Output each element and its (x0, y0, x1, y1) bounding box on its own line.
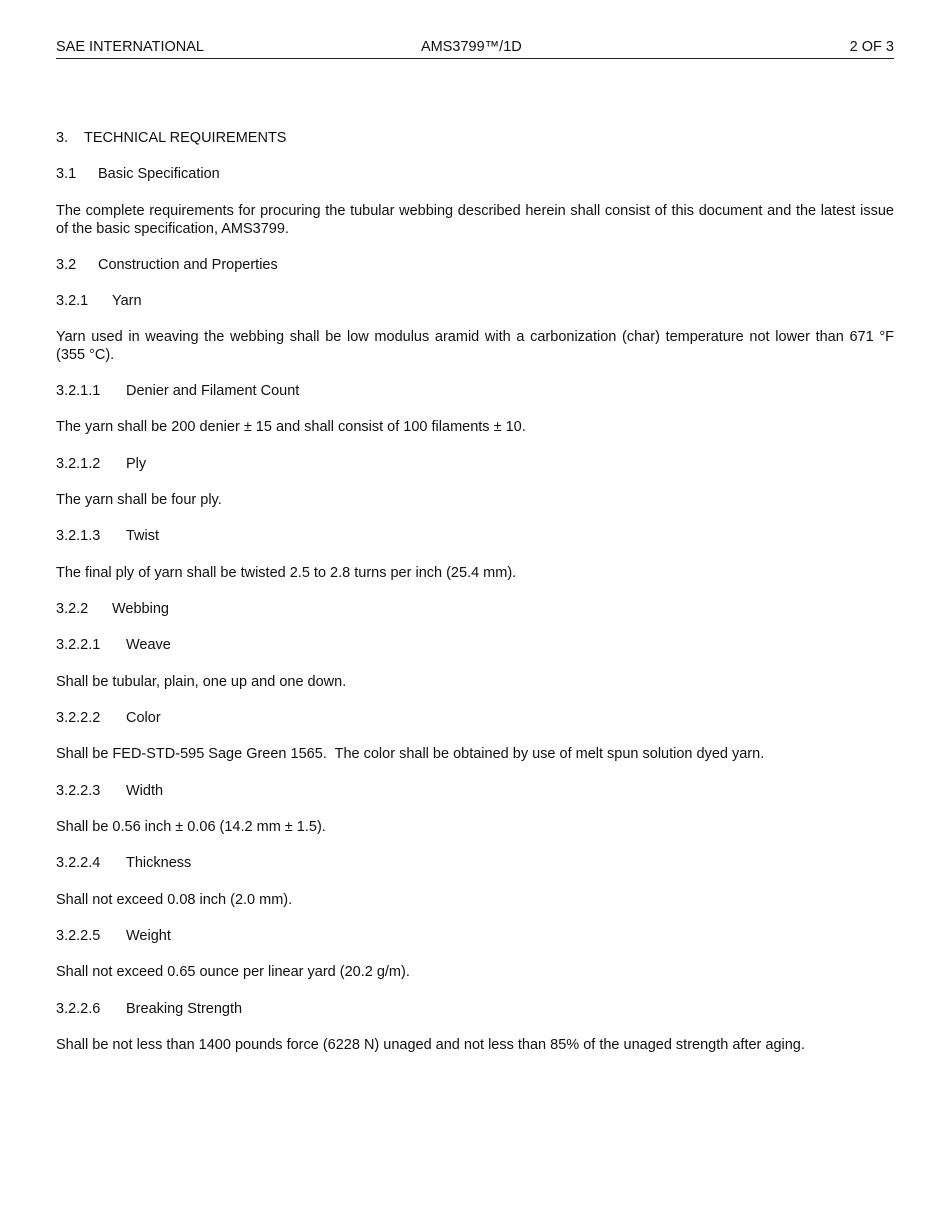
section-heading-3-2-1 (56, 292, 894, 310)
section-number: 3.2.1.2 (56, 456, 101, 472)
section-title: Ply (126, 456, 147, 472)
section-heading-3-2-2-2 (56, 709, 894, 727)
section-title: Denier and Filament Count (126, 383, 300, 399)
section-title: Weight (126, 928, 171, 944)
section-title: Color (126, 710, 161, 726)
section-heading-3-2-1-2 (56, 455, 894, 473)
section-heading-3-2 (56, 256, 894, 274)
section-number: 3.2.2.4 (56, 855, 101, 871)
section-title: Weave (126, 637, 171, 653)
section-number: 3.2.2.2 (56, 710, 101, 726)
header-page-number: 2 OF 3 (849, 39, 894, 55)
header-document-id: AMS3799™/1D (421, 39, 522, 55)
paragraph-3-2-1-2: The yarn shall be four ply. (56, 492, 222, 508)
paragraph-3-2-1: Yarn used in weaving the webbing shall be low modulus aramid with a carbonization (char) temperature not lower than 671 °F (355 °C). (56, 329, 894, 363)
section-heading-3 (56, 129, 894, 147)
paragraph-3-2-2-3: Shall be 0.56 inch ± 0.06 (14.2 mm ± 1.5). (56, 819, 326, 835)
section-number: 3.2.2.6 (56, 1001, 101, 1017)
section-number: 3.2.2.1 (56, 637, 101, 653)
section-title: Yarn (112, 293, 142, 309)
section-title: Thickness (126, 855, 192, 871)
section-number: 3.2.1.3 (56, 528, 101, 544)
section-heading-3-2-2-5 (56, 927, 894, 945)
section-number: 3.2.2 (56, 601, 89, 617)
section-number: 3.2 (56, 257, 77, 273)
section-number: 3.2.1 (56, 293, 89, 309)
paragraph-3-2-1-1: The yarn shall be 200 denier ± 15 and shall consist of 100 filaments ± 10. (56, 419, 526, 435)
section-heading-3-2-2-6 (56, 1000, 894, 1018)
paragraph-3-2-2-1: Shall be tubular, plain, one up and one down. (56, 674, 347, 690)
section-title: TECHNICAL REQUIREMENTS (84, 130, 287, 146)
paragraph-3-2-2-6: Shall be not less than 1400 pounds force (6228 N) unaged and not less than 85% of the unaged strength after aging. (56, 1037, 805, 1053)
section-title: Basic Specification (98, 166, 220, 182)
section-heading-3-1 (56, 165, 894, 183)
paragraph-3-2-2-5: Shall not exceed 0.65 ounce per linear yard (20.2 g/m). (56, 964, 410, 980)
paragraph-3-2-2-2: Shall be FED-STD-595 Sage Green 1565. The color shall be obtained by use of melt spun solution dyed yarn. (56, 746, 765, 762)
section-heading-3-2-2-1 (56, 636, 894, 654)
section-heading-3-2-1-3 (56, 527, 894, 545)
section-title: Twist (126, 528, 160, 544)
section-heading-3-2-2-3 (56, 782, 894, 800)
section-title: Webbing (112, 601, 169, 617)
section-heading-3-2-2-4 (56, 854, 894, 872)
section-number: 3. (56, 130, 69, 146)
section-heading-3-2-1-1 (56, 382, 894, 400)
paragraph-3-1: The complete requirements for procuring the tubular webbing described herein shall consist of this document and the latest issue of the basic specification, AMS3799. (56, 203, 894, 237)
section-number: 3.1 (56, 166, 77, 182)
paragraph-3-2-2-4: Shall not exceed 0.08 inch (2.0 mm). (56, 892, 293, 908)
section-number: 3.2.2.3 (56, 783, 101, 799)
section-heading-3-2-2 (56, 600, 894, 618)
header-organization: SAE INTERNATIONAL (56, 39, 204, 55)
section-title: Width (126, 783, 164, 799)
paragraph-3-2-1-3: The final ply of yarn shall be twisted 2.5 to 2.8 turns per inch (25.4 mm). (56, 565, 517, 581)
section-number: 3.2.1.1 (56, 383, 101, 399)
page-header (56, 38, 894, 59)
section-title: Construction and Properties (98, 257, 278, 273)
section-number: 3.2.2.5 (56, 928, 101, 944)
section-title: Breaking Strength (126, 1001, 243, 1017)
